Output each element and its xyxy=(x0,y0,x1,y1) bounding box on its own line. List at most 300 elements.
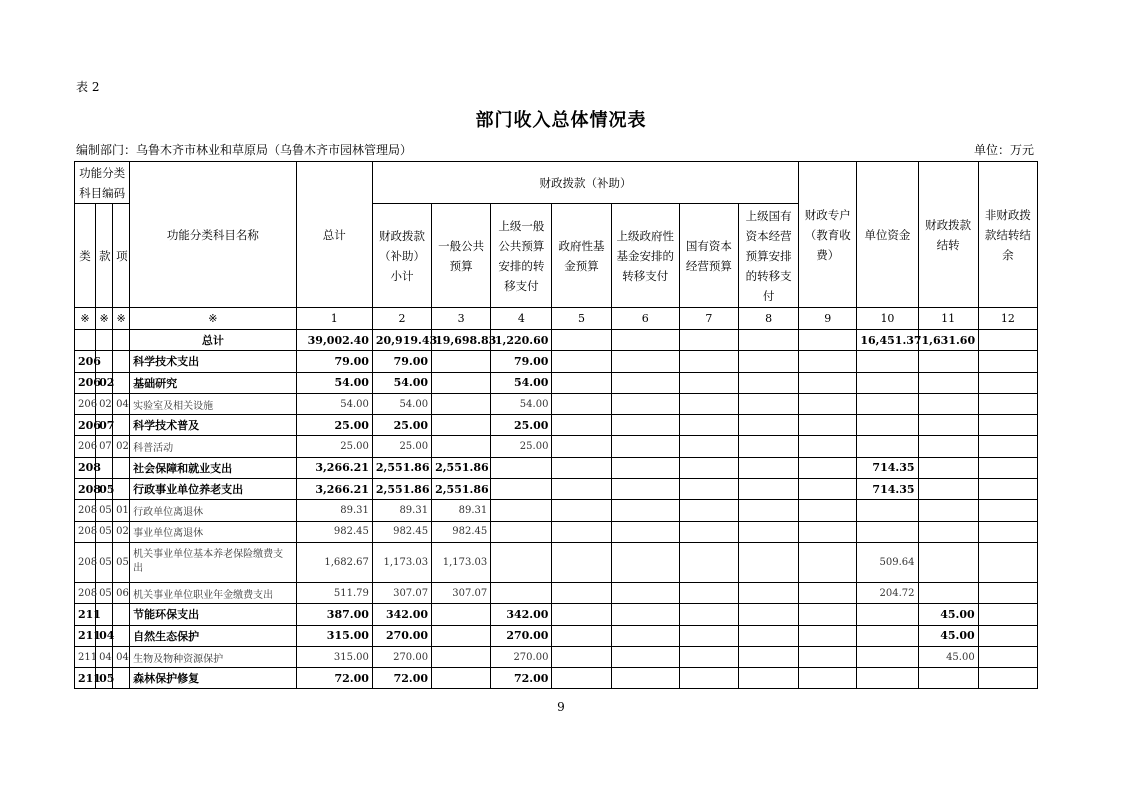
value-cell: 714.35 xyxy=(857,457,918,478)
value-cell xyxy=(799,582,857,603)
value-cell xyxy=(857,668,918,689)
value-cell: 25.00 xyxy=(491,415,552,436)
value-cell xyxy=(918,457,978,478)
value-cell xyxy=(432,372,491,393)
row-name-cell: 生物及物种资源保护 xyxy=(130,646,297,667)
value-cell: 982.45 xyxy=(372,521,431,542)
value-cell xyxy=(918,521,978,542)
value-cell: 89.31 xyxy=(432,500,491,521)
value-cell: 25.00 xyxy=(372,415,431,436)
value-cell xyxy=(918,582,978,603)
value-cell xyxy=(857,393,918,414)
code-lei-cell: 208 xyxy=(75,582,96,603)
value-cell xyxy=(857,500,918,521)
value-cell xyxy=(738,542,798,582)
value-cell xyxy=(978,415,1037,436)
row-name-cell: 事业单位离退休 xyxy=(130,521,297,542)
income-table xyxy=(74,161,1038,689)
value-cell xyxy=(799,372,857,393)
header-code-group: 功能分类科目编码 xyxy=(75,162,130,204)
value-cell: 54.00 xyxy=(491,372,552,393)
value-cell: 270.00 xyxy=(491,625,552,646)
value-cell: 16,451.37 xyxy=(857,330,918,351)
value-cell xyxy=(978,393,1037,414)
code-kuan-cell: 05 xyxy=(96,582,113,603)
value-cell: 79.00 xyxy=(372,351,431,372)
department-label: 编制部门：乌鲁木齐市林业和草原局（乌鲁木齐市园林管理局） xyxy=(76,143,413,157)
value-cell xyxy=(918,479,978,500)
value-cell xyxy=(679,415,738,436)
value-cell xyxy=(857,351,918,372)
code-lei-cell: 211 xyxy=(75,668,96,689)
value-cell xyxy=(491,479,552,500)
value-cell xyxy=(491,542,552,582)
value-cell xyxy=(611,521,679,542)
row-name-cell: 森林保护修复 xyxy=(130,668,297,689)
value-cell xyxy=(552,668,611,689)
value-cell xyxy=(611,625,679,646)
index-cell: 11 xyxy=(918,308,978,330)
value-cell xyxy=(611,372,679,393)
header-c7: 国有资本经营预算 xyxy=(679,204,738,308)
code-xiang-cell: 02 xyxy=(113,436,130,457)
value-cell: 3,266.21 xyxy=(296,457,372,478)
code-kuan-cell: 05 xyxy=(96,500,113,521)
value-cell xyxy=(978,582,1037,603)
value-cell: 982.45 xyxy=(432,521,491,542)
index-row xyxy=(75,308,1038,330)
header-c11: 财政拨款结转 xyxy=(918,162,978,308)
value-cell: 54.00 xyxy=(491,393,552,414)
value-cell: 25.00 xyxy=(372,436,431,457)
row-name-cell: 机关事业单位基本养老保险缴费支出 xyxy=(130,542,297,582)
page-number: 9 xyxy=(557,700,565,714)
row-name-cell: 行政事业单位养老支出 xyxy=(130,479,297,500)
code-xiang-cell: 05 xyxy=(113,542,130,582)
value-cell xyxy=(799,415,857,436)
code-lei-cell: 206 xyxy=(75,351,96,372)
value-cell: 54.00 xyxy=(296,372,372,393)
value-cell xyxy=(552,521,611,542)
header-c10: 单位资金 xyxy=(857,162,918,308)
code-lei-cell: 206 xyxy=(75,436,96,457)
value-cell: 2,551.86 xyxy=(432,457,491,478)
value-cell: 315.00 xyxy=(296,646,372,667)
table-body xyxy=(75,330,1038,689)
code-xiang-cell xyxy=(113,668,130,689)
value-cell: 79.00 xyxy=(296,351,372,372)
value-cell xyxy=(738,646,798,667)
value-cell: 2,551.86 xyxy=(372,479,431,500)
value-cell: 307.07 xyxy=(432,582,491,603)
value-cell: 270.00 xyxy=(491,646,552,667)
value-cell xyxy=(738,330,798,351)
value-cell xyxy=(799,646,857,667)
value-cell xyxy=(978,521,1037,542)
value-cell: 89.31 xyxy=(296,500,372,521)
value-cell xyxy=(552,479,611,500)
table-row xyxy=(75,457,1038,478)
value-cell xyxy=(491,500,552,521)
value-cell: 1,173.03 xyxy=(372,542,431,582)
value-cell xyxy=(679,479,738,500)
value-cell xyxy=(738,668,798,689)
table-row xyxy=(75,625,1038,646)
value-cell xyxy=(432,668,491,689)
code-xiang-cell xyxy=(113,372,130,393)
value-cell xyxy=(611,479,679,500)
value-cell xyxy=(918,415,978,436)
index-cell: 9 xyxy=(799,308,857,330)
value-cell xyxy=(799,668,857,689)
value-cell xyxy=(857,436,918,457)
value-cell xyxy=(978,604,1037,625)
value-cell: 72.00 xyxy=(491,668,552,689)
value-cell xyxy=(918,393,978,414)
index-cell: ※ xyxy=(113,308,130,330)
value-cell xyxy=(491,582,552,603)
table-row xyxy=(75,521,1038,542)
index-cell: 3 xyxy=(432,308,491,330)
value-cell: 25.00 xyxy=(491,436,552,457)
value-cell xyxy=(799,351,857,372)
value-cell: 45.00 xyxy=(918,625,978,646)
table-row xyxy=(75,479,1038,500)
code-kuan-cell: 05 xyxy=(96,668,113,689)
value-cell: 342.00 xyxy=(372,604,431,625)
value-cell: 1,173.03 xyxy=(432,542,491,582)
row-name-cell: 社会保障和就业支出 xyxy=(130,457,297,478)
value-cell xyxy=(857,415,918,436)
value-cell xyxy=(552,372,611,393)
value-cell xyxy=(978,351,1037,372)
value-cell xyxy=(611,500,679,521)
header-total: 总计 xyxy=(296,162,372,308)
row-name-cell: 总计 xyxy=(130,330,297,351)
index-cell: 7 xyxy=(679,308,738,330)
value-cell xyxy=(679,330,738,351)
value-cell xyxy=(918,668,978,689)
code-kuan-cell: 05 xyxy=(96,479,113,500)
table-row xyxy=(75,372,1038,393)
value-cell: 3,266.21 xyxy=(296,479,372,500)
code-xiang-cell: 04 xyxy=(113,646,130,667)
row-name-cell: 科学技术普及 xyxy=(130,415,297,436)
value-cell xyxy=(679,393,738,414)
value-cell xyxy=(918,372,978,393)
value-cell xyxy=(738,415,798,436)
header-c8: 上级国有资本经营预算安排的转移支付 xyxy=(738,204,798,308)
header-c9: 财政专户（教育收费） xyxy=(799,162,857,308)
table-row xyxy=(75,351,1038,372)
table-row xyxy=(75,646,1038,667)
header-lei: 类 xyxy=(75,204,96,308)
index-cell: ※ xyxy=(96,308,113,330)
code-lei-cell: 211 xyxy=(75,604,96,625)
row-name-cell: 机关事业单位职业年金缴费支出 xyxy=(130,582,297,603)
table-row xyxy=(75,542,1038,582)
value-cell: 270.00 xyxy=(372,625,431,646)
value-cell xyxy=(679,646,738,667)
value-cell xyxy=(738,479,798,500)
code-lei-cell: 211 xyxy=(75,625,96,646)
value-cell xyxy=(611,351,679,372)
value-cell: 270.00 xyxy=(372,646,431,667)
index-cell: 1 xyxy=(296,308,372,330)
header-c3: 一般公共预算 xyxy=(432,204,491,308)
table-row xyxy=(75,668,1038,689)
value-cell xyxy=(432,351,491,372)
value-cell xyxy=(738,436,798,457)
code-lei-cell: 208 xyxy=(75,500,96,521)
index-cell: ※ xyxy=(75,308,96,330)
code-xiang-cell xyxy=(113,625,130,646)
code-lei-cell xyxy=(75,330,96,351)
value-cell xyxy=(552,393,611,414)
value-cell xyxy=(918,500,978,521)
index-cell: ※ xyxy=(130,308,297,330)
value-cell xyxy=(918,436,978,457)
table-row xyxy=(75,436,1038,457)
code-kuan-cell: 07 xyxy=(96,436,113,457)
code-kuan-cell: 05 xyxy=(96,521,113,542)
code-kuan-cell: 04 xyxy=(96,625,113,646)
code-kuan-cell: 04 xyxy=(96,646,113,667)
value-cell xyxy=(611,415,679,436)
value-cell xyxy=(978,330,1037,351)
value-cell xyxy=(679,625,738,646)
value-cell xyxy=(432,393,491,414)
index-cell: 5 xyxy=(552,308,611,330)
value-cell: 54.00 xyxy=(372,372,431,393)
code-lei-cell: 206 xyxy=(75,393,96,414)
index-cell: 4 xyxy=(491,308,552,330)
value-cell: 72.00 xyxy=(296,668,372,689)
value-cell xyxy=(679,436,738,457)
value-cell xyxy=(978,372,1037,393)
value-cell: 45.00 xyxy=(918,646,978,667)
value-cell xyxy=(738,604,798,625)
unit-label: 单位：万元 xyxy=(973,143,1034,157)
value-cell xyxy=(738,521,798,542)
value-cell: 982.45 xyxy=(296,521,372,542)
header-kuan: 款 xyxy=(96,204,113,308)
value-cell xyxy=(552,436,611,457)
value-cell: 79.00 xyxy=(491,351,552,372)
value-cell: 1,631.60 xyxy=(918,330,978,351)
value-cell xyxy=(679,457,738,478)
table-label: 表 2 xyxy=(76,80,100,94)
code-xiang-cell xyxy=(113,330,130,351)
value-cell xyxy=(857,521,918,542)
value-cell xyxy=(799,521,857,542)
code-xiang-cell xyxy=(113,415,130,436)
value-cell xyxy=(978,436,1037,457)
row-name-cell: 基础研究 xyxy=(130,372,297,393)
value-cell: 2,551.86 xyxy=(372,457,431,478)
value-cell xyxy=(738,457,798,478)
value-cell xyxy=(679,582,738,603)
value-cell xyxy=(611,330,679,351)
code-lei-cell: 211 xyxy=(75,646,96,667)
value-cell xyxy=(738,500,798,521)
value-cell xyxy=(432,415,491,436)
index-cell: 12 xyxy=(978,308,1037,330)
index-cell: 8 xyxy=(738,308,798,330)
value-cell xyxy=(799,479,857,500)
value-cell xyxy=(552,646,611,667)
value-cell xyxy=(679,604,738,625)
value-cell: 25.00 xyxy=(296,415,372,436)
value-cell xyxy=(611,668,679,689)
value-cell: 387.00 xyxy=(296,604,372,625)
code-xiang-cell: 04 xyxy=(113,393,130,414)
value-cell xyxy=(799,604,857,625)
value-cell: 204.72 xyxy=(857,582,918,603)
table-row xyxy=(75,604,1038,625)
code-kuan-cell: 02 xyxy=(96,372,113,393)
value-cell xyxy=(799,542,857,582)
code-kuan-cell xyxy=(96,330,113,351)
value-cell xyxy=(679,500,738,521)
value-cell xyxy=(857,625,918,646)
value-cell xyxy=(799,393,857,414)
value-cell xyxy=(978,668,1037,689)
code-lei-cell: 206 xyxy=(75,372,96,393)
header-name: 功能分类科目名称 xyxy=(130,162,297,308)
row-name-cell: 节能环保支出 xyxy=(130,604,297,625)
value-cell xyxy=(799,457,857,478)
code-lei-cell: 208 xyxy=(75,457,96,478)
value-cell: 509.64 xyxy=(857,542,918,582)
value-cell xyxy=(552,457,611,478)
value-cell xyxy=(432,436,491,457)
value-cell xyxy=(799,625,857,646)
value-cell xyxy=(611,604,679,625)
code-xiang-cell xyxy=(113,351,130,372)
code-xiang-cell xyxy=(113,604,130,625)
value-cell: 342.00 xyxy=(491,604,552,625)
header-c6: 上级政府性基金安排的转移支付 xyxy=(611,204,679,308)
value-cell xyxy=(978,479,1037,500)
value-cell: 1,682.67 xyxy=(296,542,372,582)
value-cell xyxy=(432,646,491,667)
code-lei-cell: 208 xyxy=(75,542,96,582)
value-cell xyxy=(432,604,491,625)
value-cell xyxy=(611,542,679,582)
code-kuan-cell: 02 xyxy=(96,393,113,414)
value-cell xyxy=(491,521,552,542)
value-cell xyxy=(679,372,738,393)
index-cell: 10 xyxy=(857,308,918,330)
value-cell xyxy=(552,604,611,625)
value-cell xyxy=(552,500,611,521)
value-cell: 20,919.43 xyxy=(372,330,431,351)
value-cell xyxy=(611,646,679,667)
value-cell xyxy=(552,582,611,603)
value-cell: 89.31 xyxy=(372,500,431,521)
table-row xyxy=(75,582,1038,603)
value-cell xyxy=(738,372,798,393)
value-cell: 511.79 xyxy=(296,582,372,603)
table-row xyxy=(75,393,1038,414)
table-row xyxy=(75,330,1038,351)
value-cell xyxy=(857,372,918,393)
value-cell xyxy=(432,625,491,646)
value-cell xyxy=(978,500,1037,521)
value-cell xyxy=(679,521,738,542)
value-cell xyxy=(978,625,1037,646)
value-cell xyxy=(978,457,1037,478)
value-cell xyxy=(918,542,978,582)
index-cell: 2 xyxy=(372,308,431,330)
code-xiang-cell: 01 xyxy=(113,500,130,521)
code-kuan-cell: 05 xyxy=(96,542,113,582)
header-c2: 财政拨款（补助）小计 xyxy=(372,204,431,308)
row-name-cell: 科普活动 xyxy=(130,436,297,457)
code-xiang-cell xyxy=(113,457,130,478)
value-cell xyxy=(918,351,978,372)
code-xiang-cell: 06 xyxy=(113,582,130,603)
value-cell: 25.00 xyxy=(296,436,372,457)
value-cell: 54.00 xyxy=(296,393,372,414)
value-cell xyxy=(679,351,738,372)
value-cell xyxy=(799,500,857,521)
value-cell: 315.00 xyxy=(296,625,372,646)
value-cell xyxy=(679,542,738,582)
code-lei-cell: 208 xyxy=(75,521,96,542)
value-cell xyxy=(491,457,552,478)
value-cell: 19,698.83 xyxy=(432,330,491,351)
value-cell xyxy=(799,436,857,457)
value-cell xyxy=(611,457,679,478)
value-cell xyxy=(738,625,798,646)
value-cell xyxy=(552,542,611,582)
value-cell: 54.00 xyxy=(372,393,431,414)
header-fin-group: 财政拨款（补助） xyxy=(372,162,798,204)
table-row xyxy=(75,415,1038,436)
value-cell: 72.00 xyxy=(372,668,431,689)
row-name-cell: 自然生态保护 xyxy=(130,625,297,646)
row-name-cell: 实验室及相关设施 xyxy=(130,393,297,414)
code-kuan-cell: 07 xyxy=(96,415,113,436)
value-cell: 714.35 xyxy=(857,479,918,500)
value-cell xyxy=(611,582,679,603)
value-cell xyxy=(738,351,798,372)
value-cell: 39,002.40 xyxy=(296,330,372,351)
value-cell xyxy=(857,604,918,625)
value-cell xyxy=(738,393,798,414)
value-cell xyxy=(857,646,918,667)
row-name-cell: 科学技术支出 xyxy=(130,351,297,372)
value-cell xyxy=(978,542,1037,582)
value-cell: 45.00 xyxy=(918,604,978,625)
value-cell xyxy=(552,625,611,646)
value-cell: 307.07 xyxy=(372,582,431,603)
table-row xyxy=(75,500,1038,521)
row-name-cell: 行政单位离退休 xyxy=(130,500,297,521)
value-cell xyxy=(552,330,611,351)
value-cell xyxy=(738,582,798,603)
code-lei-cell: 206 xyxy=(75,415,96,436)
value-cell xyxy=(611,393,679,414)
value-cell xyxy=(978,646,1037,667)
value-cell xyxy=(552,351,611,372)
page-title: 部门收入总体情况表 xyxy=(475,110,647,131)
header-c4: 上级一般公共预算安排的转移支付 xyxy=(491,204,552,308)
header-xiang: 项 xyxy=(113,204,130,308)
header-c5: 政府性基金预算 xyxy=(552,204,611,308)
